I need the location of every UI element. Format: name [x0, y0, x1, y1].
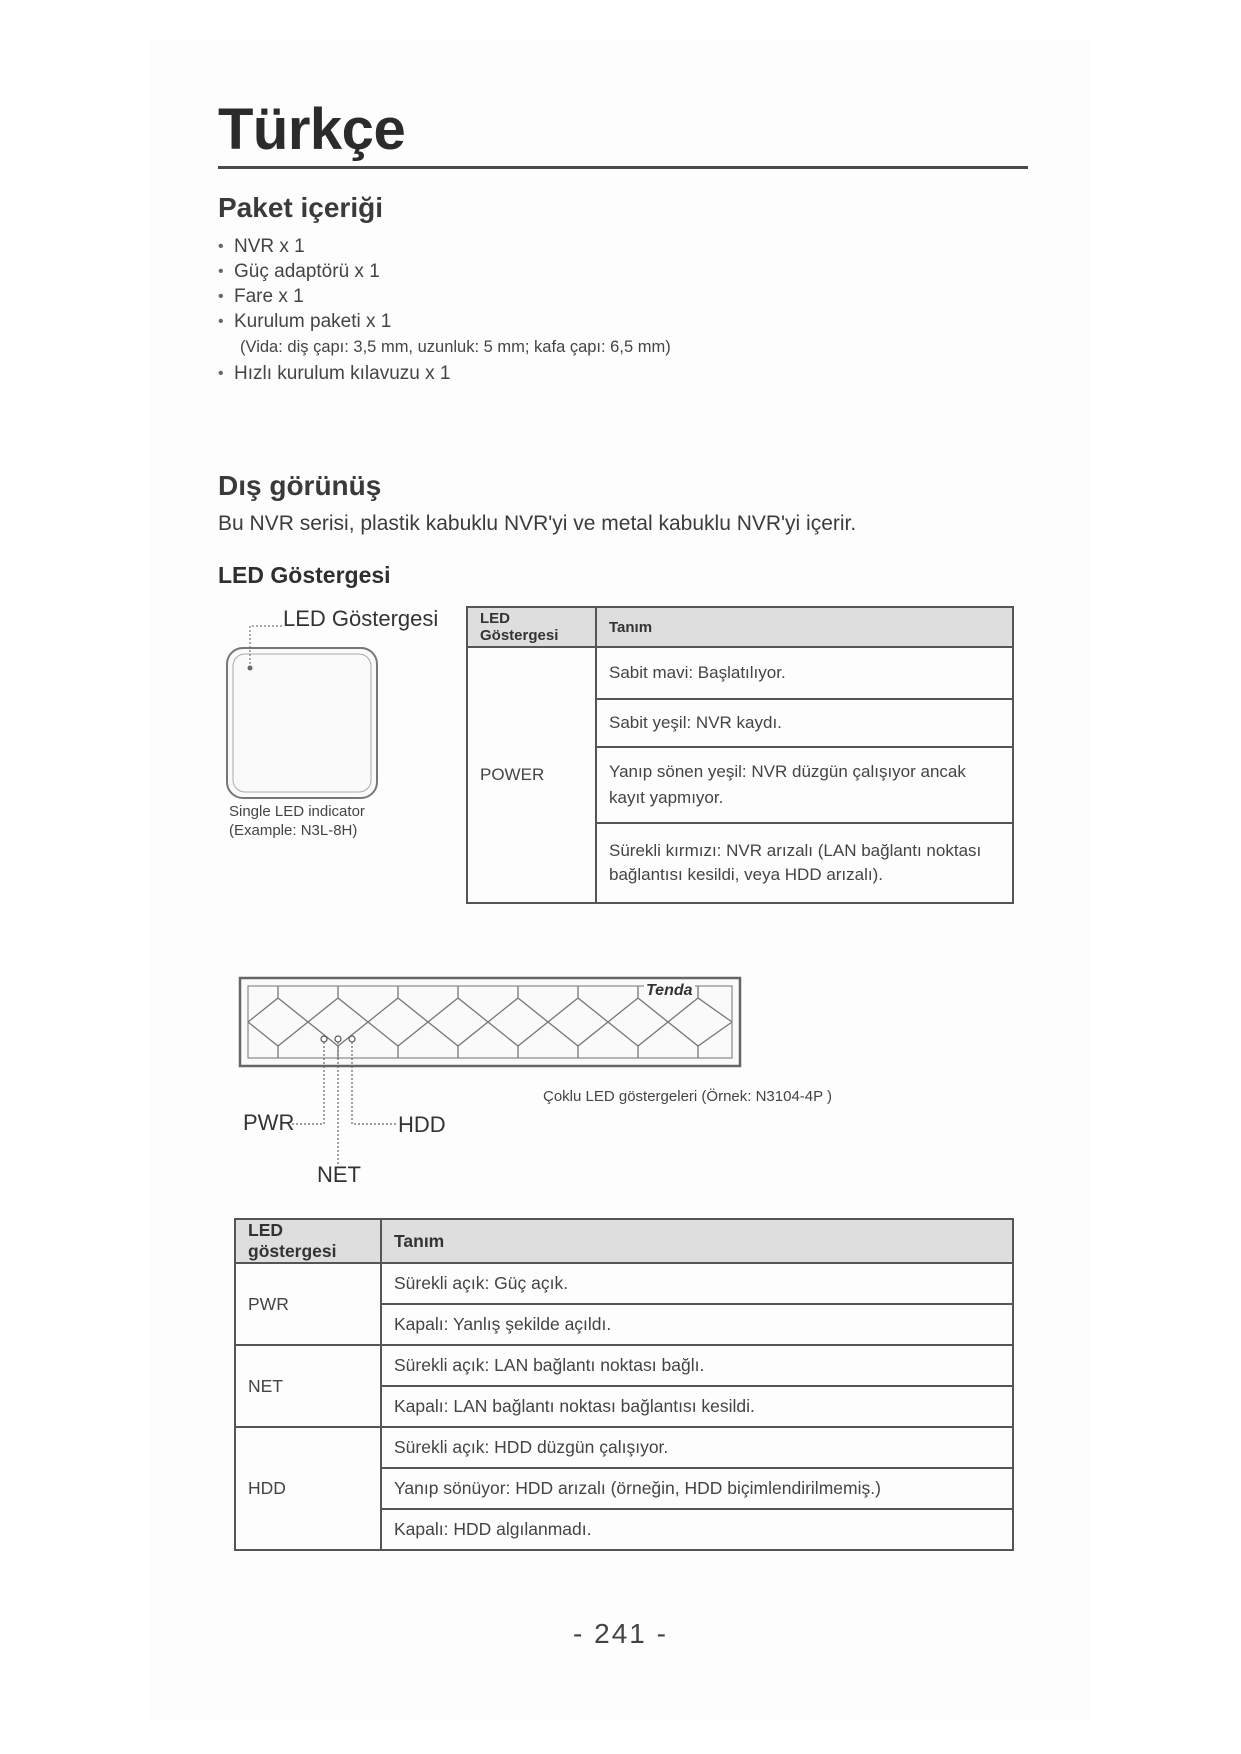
- table-header: LED göstergesi: [235, 1219, 381, 1263]
- table-row: [235, 1345, 1013, 1386]
- table-cell: Yanıp sönüyor: HDD arızalı (örneğin, HDD biçimlendirilmemiş.): [381, 1468, 1013, 1509]
- multi-led-caption: Çoklu LED göstergeleri (Örnek: N3104-4P ): [543, 1088, 833, 1105]
- brand-logo: Tenda: [646, 982, 693, 999]
- table-cell: Sabit yeşil: NVR kaydı.: [596, 699, 1013, 747]
- led-name-cell: POWER: [467, 647, 596, 903]
- table-header: Tanım: [596, 607, 1013, 647]
- list-item-note: (Vida: diş çapı: 3,5 mm, uzunluk: 5 mm; kafa çapı: 6,5 mm): [240, 338, 671, 356]
- table-cell: Sürekli açık: HDD düzgün çalışıyor.: [381, 1427, 1013, 1468]
- table-cell: Kapalı: LAN bağlantı noktası bağlantısı kesildi.: [381, 1386, 1013, 1427]
- table-cell: Yanıp sönen yeşil: NVR düzgün çalışıyor ancak kayıt yapmıyor.: [596, 747, 1013, 823]
- multi-led-table: [234, 1218, 1014, 1551]
- single-led-caption-example: (Example: N3L-8H): [229, 822, 358, 839]
- page-title: Türkçe: [218, 97, 406, 162]
- net-label: NET: [317, 1162, 361, 1187]
- pwr-label: PWR: [243, 1110, 295, 1135]
- table-header: Tanım: [381, 1219, 1013, 1263]
- list-item: • Güç adaptörü x 1: [218, 259, 671, 284]
- table-row: [235, 1263, 1013, 1304]
- table-cell: Kapalı: Yanlış şekilde açıldı.: [381, 1304, 1013, 1345]
- led-heading: LED Göstergesi: [218, 562, 391, 588]
- led-name-cell: NET: [235, 1345, 381, 1427]
- page-number: - 241 -: [573, 1618, 668, 1649]
- single-led-caption: Single LED indicator: [229, 803, 365, 820]
- table-cell: Sürekli kırmızı: NVR arızalı (LAN bağlantı noktası bağlantısı kesildi, veya HDD arızalı).: [596, 823, 1013, 903]
- hdd-label: HDD: [398, 1112, 446, 1137]
- multi-led-leader-lines: [280, 1040, 400, 1170]
- table-header-row: [467, 607, 1013, 647]
- table-header-row: [235, 1219, 1013, 1263]
- led-name-cell: HDD: [235, 1427, 381, 1550]
- title-divider: [218, 166, 1028, 169]
- appearance-intro: Bu NVR serisi, plastik kabuklu NVR'yi ve metal kabuklu NVR'yi içerir.: [218, 512, 857, 535]
- package-list: [218, 234, 671, 386]
- table-cell: Sürekli açık: LAN bağlantı noktası bağlı.: [381, 1345, 1013, 1386]
- power-led-table: [466, 606, 1014, 904]
- table-cell: Sürekli açık: Güç açık.: [381, 1263, 1013, 1304]
- list-item: • Hızlı kurulum kılavuzu x 1: [218, 361, 671, 386]
- table-cell: Sabit mavi: Başlatılıyor.: [596, 647, 1013, 699]
- list-item: • Kurulum paketi x 1: [218, 309, 671, 334]
- package-heading: Paket içeriği: [218, 192, 383, 223]
- table-row: [467, 647, 1013, 699]
- list-item: • Fare x 1: [218, 284, 671, 309]
- led-name-cell: PWR: [235, 1263, 381, 1345]
- table-header: LED Göstergesi: [467, 607, 596, 647]
- single-led-callout: LED Göstergesi: [283, 606, 439, 631]
- table-row: [235, 1427, 1013, 1468]
- appearance-heading: Dış görünüş: [218, 470, 382, 501]
- table-cell: Kapalı: HDD algılanmadı.: [381, 1509, 1013, 1550]
- list-item: • NVR x 1: [218, 234, 671, 259]
